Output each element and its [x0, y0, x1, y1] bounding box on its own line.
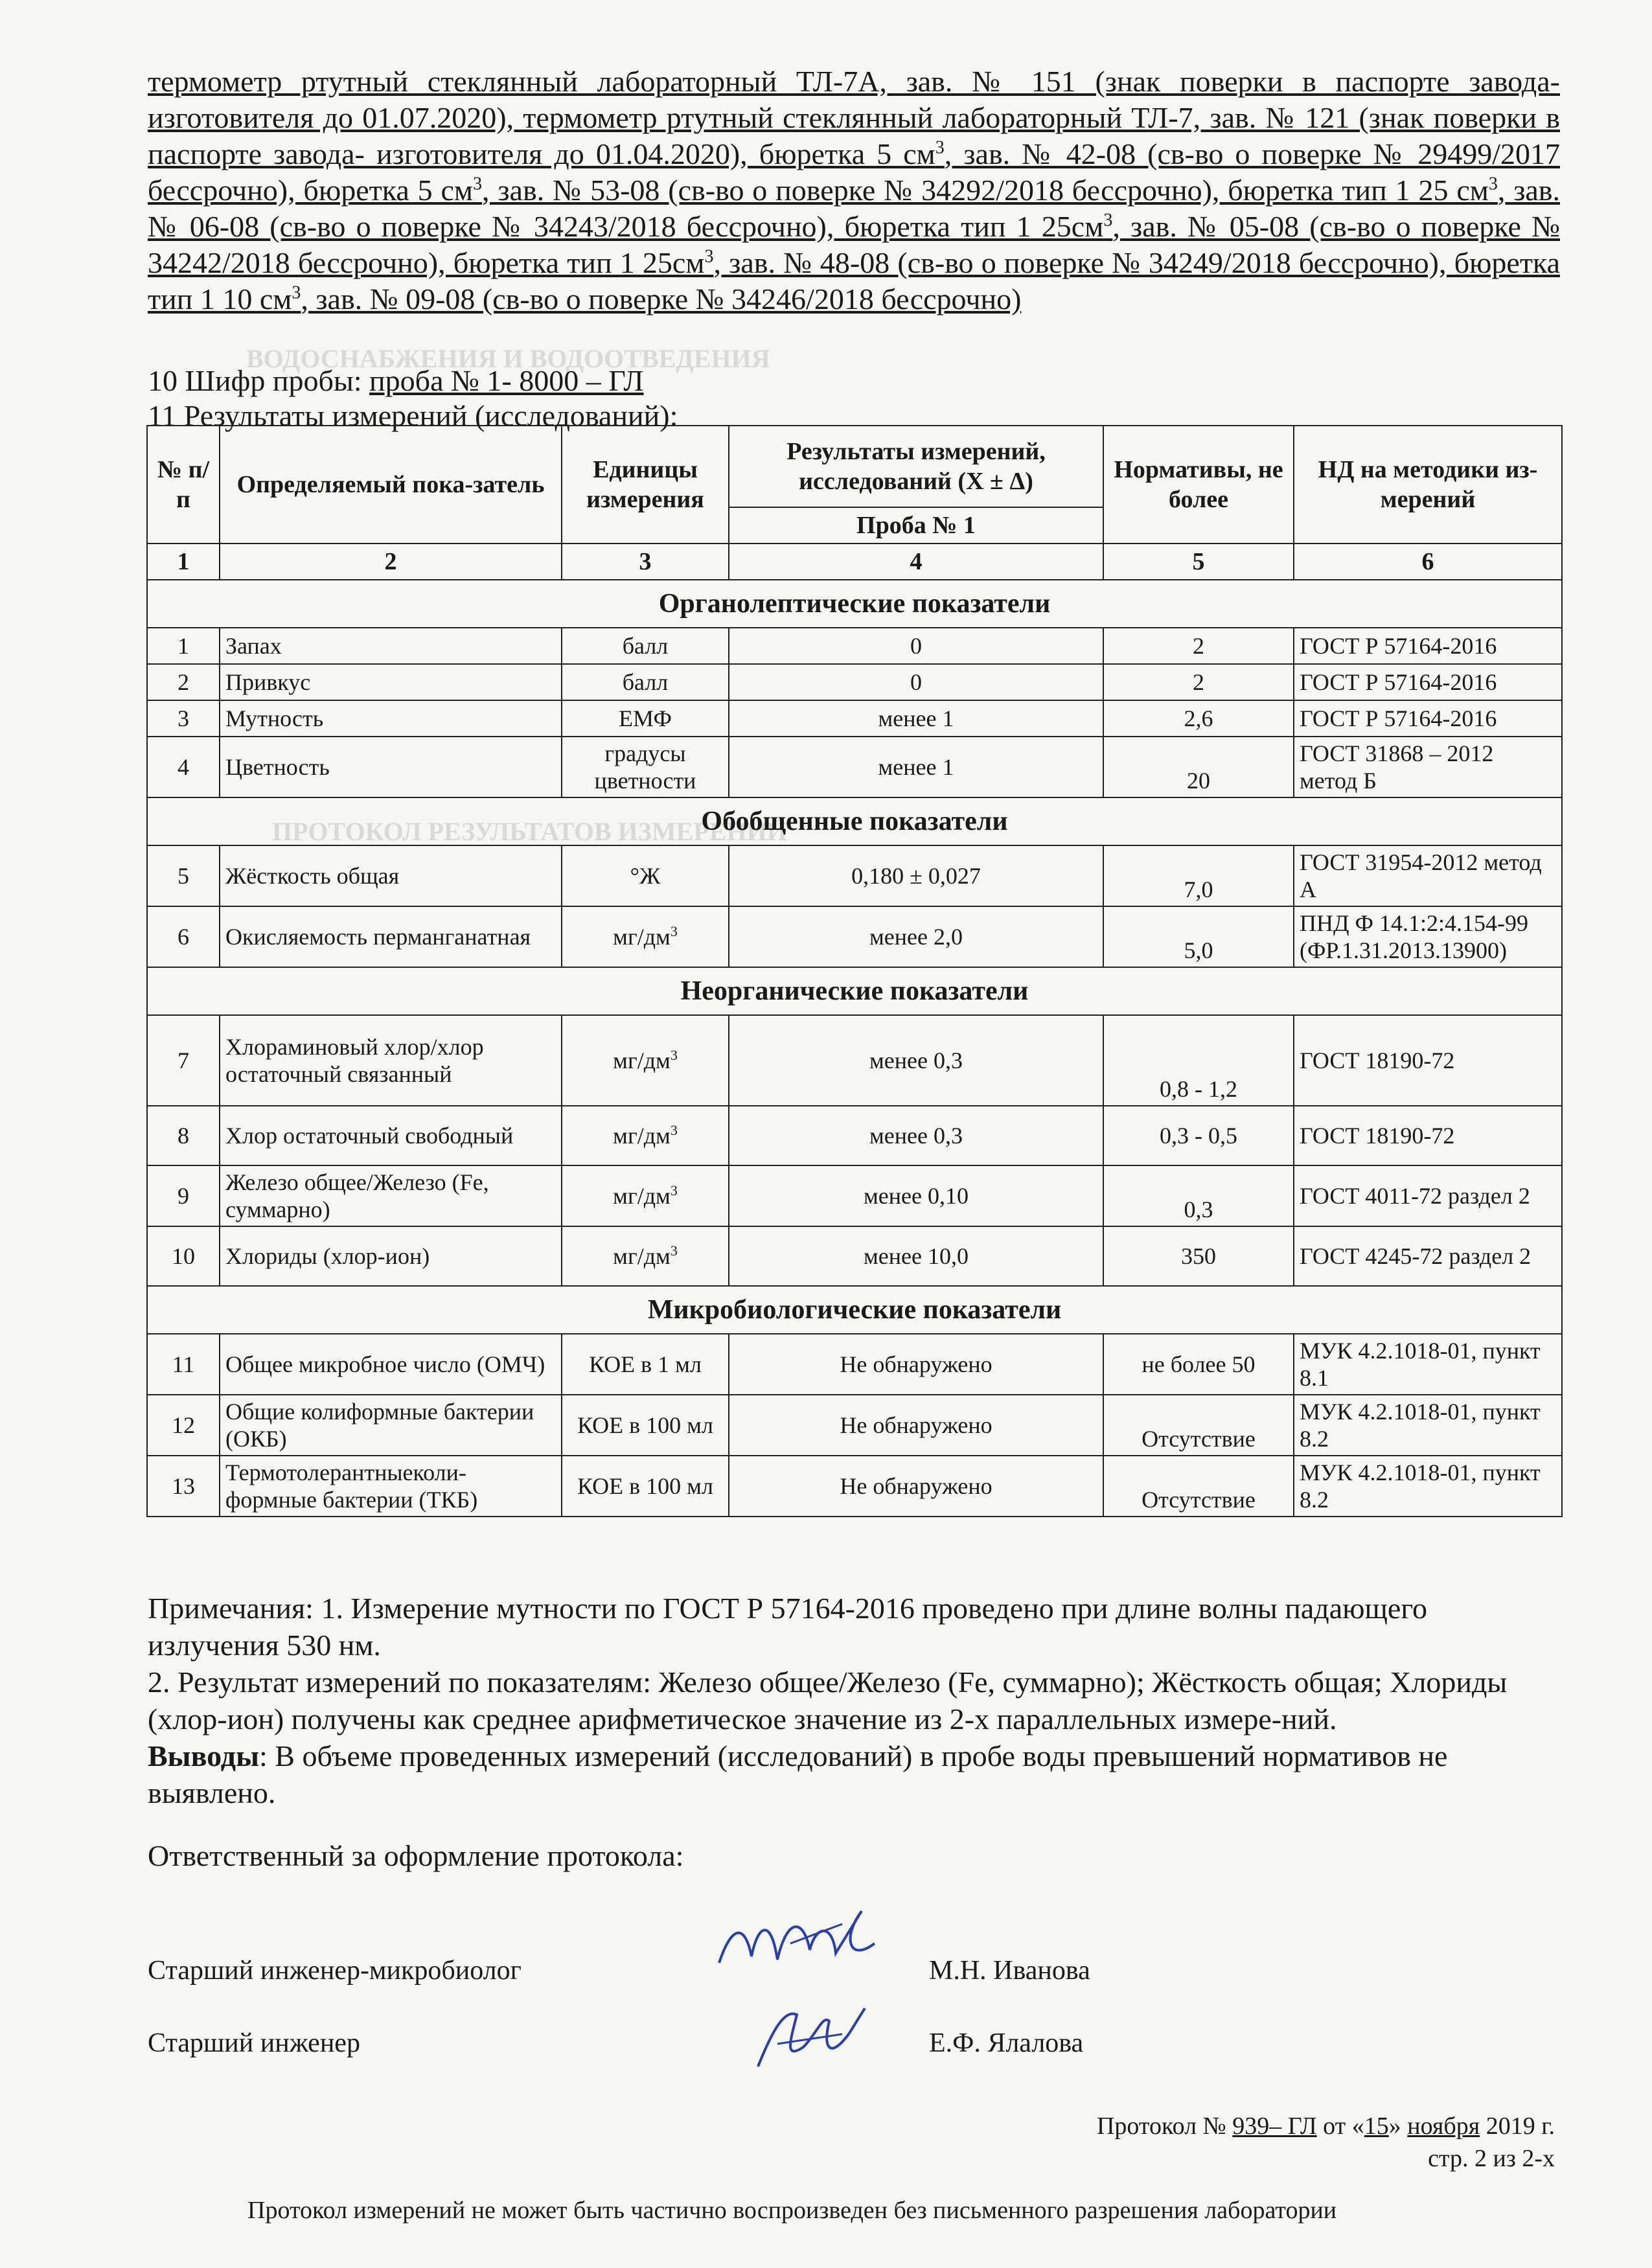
responsible-line: Ответственный за оформление протокола: [148, 1839, 684, 1872]
section-title: Неорганические показатели [147, 967, 1562, 1015]
unit [562, 628, 729, 664]
result-value: Не обнаружено [729, 1395, 1103, 1456]
table-row [147, 1456, 1562, 1517]
conclusion-label: Выводы [148, 1739, 259, 1772]
table-row [147, 664, 1562, 700]
unit [562, 906, 729, 967]
row-number: 9 [147, 1165, 220, 1226]
norm-value: 2 [1103, 628, 1294, 664]
indicator-name: Хлор остаточный свободный [220, 1106, 562, 1165]
row-number: 2 [147, 664, 220, 700]
row-number: 13 [147, 1456, 220, 1517]
header-units: Единицы измерения [562, 426, 729, 544]
protocol-day: 15 [1364, 2113, 1389, 2140]
unit-text: КОЕ в 1 мл [589, 1351, 702, 1377]
superscript: 3 [704, 246, 714, 267]
unit-superscript: 3 [670, 923, 678, 939]
unit-text: градусы цветности [594, 740, 696, 794]
header-norms: Нормативы, не более [1103, 426, 1294, 544]
unit-text: балл [622, 633, 669, 659]
equipment-text-segment: , зав. № 42-08 (св-во о поверке № 29499/2017 бессрочно), бюретка 5 см [148, 137, 1561, 207]
indicator-name: Общие колиформные бактерии (ОКБ) [220, 1395, 562, 1456]
table-row [147, 845, 1562, 906]
notes-block [148, 1590, 1560, 1874]
unit-superscript: 3 [670, 1047, 678, 1063]
row-number: 3 [147, 700, 220, 737]
indicator-name: Общее микробное число (ОМЧ) [220, 1334, 562, 1395]
unit-text: КОЕ в 100 мл [577, 1473, 713, 1499]
table-row [147, 1106, 1562, 1165]
results-heading-label: 11 Результаты измерений (исследований): [148, 399, 678, 432]
colnum: 3 [562, 544, 729, 580]
method-ref: ГОСТ Р 57164-2016 [1294, 700, 1562, 737]
signature-ivanova [713, 1898, 894, 1989]
row-number: 1 [147, 628, 220, 664]
unit [562, 1226, 729, 1286]
note-2: 2. Результат измерений по показателям: Железо общее/Железо (Fe, суммарно); Жёсткость общая; Хлориды (хлор-ион) получены как среднее арифметическое значение из 2-х параллельных измере-ний. [148, 1666, 1508, 1735]
equipment-text-segment: , зав. № 48-08 (св-во о поверке № 34249/2018 бессрочно), бюретка тип 1 10 см [148, 246, 1560, 315]
unit-superscript: 3 [670, 1243, 678, 1259]
table-row [147, 1015, 1562, 1106]
page-number: стр. 2 из 2-х [1428, 2145, 1555, 2172]
method-ref: ГОСТ 4011-72 раздел 2 [1294, 1165, 1562, 1226]
colnum: 5 [1103, 544, 1294, 580]
equipment-list [148, 63, 1560, 317]
protocol-close: » [1388, 2113, 1408, 2140]
indicator-name: Мутность [220, 700, 562, 737]
table-row [147, 1165, 1562, 1226]
indicator-name: Хлораминовый хлор/хлор остаточный связанный [220, 1015, 562, 1106]
method-ref: МУК 4.2.1018-01, пункт 8.1 [1294, 1334, 1562, 1395]
norm-value: Отсутствие [1103, 1395, 1294, 1456]
result-value: 0 [729, 628, 1103, 664]
indicator-name: Термотолерантныеколи-формные бактерии (ТКБ) [220, 1456, 562, 1517]
protocol-prefix: Протокол № [1096, 2113, 1233, 2140]
unit-text: мг/дм [613, 1183, 671, 1209]
row-number: 5 [147, 845, 220, 906]
unit [562, 700, 729, 737]
norm-value: 5,0 [1103, 906, 1294, 967]
row-number: 8 [147, 1106, 220, 1165]
table-row [147, 1334, 1562, 1395]
result-value: менее 0,10 [729, 1165, 1103, 1226]
superscript: 3 [292, 282, 301, 303]
header-num: № п/п [147, 426, 220, 544]
unit-text: балл [622, 669, 669, 695]
colnum: 6 [1294, 544, 1562, 580]
norm-value: Отсутствие [1103, 1456, 1294, 1517]
unit [562, 664, 729, 700]
protocol-month: ноября [1407, 2113, 1480, 2140]
norm-value: 2,6 [1103, 700, 1294, 737]
equipment-text-segment: , зав. № 09-08 (св-во о поверке № 34246/2018 бессрочно) [301, 282, 1022, 315]
unit [562, 1165, 729, 1226]
sample-code-value: проба № 1- 8000 – ГЛ [369, 364, 644, 397]
method-ref: МУК 4.2.1018-01, пункт 8.2 [1294, 1456, 1562, 1517]
indicator-name: Жёсткость общая [220, 845, 562, 906]
unit-text: °Ж [630, 863, 661, 889]
norm-value: 0,8 - 1,2 [1103, 1015, 1294, 1106]
superscript: 3 [1103, 210, 1113, 231]
result-value: менее 1 [729, 700, 1103, 737]
result-value: Не обнаружено [729, 1334, 1103, 1395]
method-ref: ГОСТ 31954-2012 метод А [1294, 845, 1562, 906]
unit-text: КОЕ в 100 мл [577, 1412, 713, 1438]
show-through-text: ПРОТОКОЛ РЕЗУЛЬТАТОВ ИЗМЕРЕНИЙ [272, 817, 787, 846]
sample-code-line [148, 363, 644, 399]
row-number: 10 [147, 1226, 220, 1286]
section-title: Органолептические показатели [147, 580, 1562, 628]
method-ref: ГОСТ Р 57164-2016 [1294, 664, 1562, 700]
equipment-text-segment: термометр ртутный стеклянный лабораторный ТЛ-7А, зав. № 151 (знак поверки в паспорте завода-изготовителя до 01.07.2020), термометр ртутный стеклянный лабораторный ТЛ-7, зав. № 121 (знак поверки в паспорте завода- изготовителя до 01.04.2020), бюретка 5 см [148, 65, 1560, 170]
method-ref: ГОСТ 18190-72 [1294, 1106, 1562, 1165]
equipment-text-segment: , зав. № 53-08 (св-во о поверке № 34292/2018 бессрочно), бюретка тип 1 25 см [482, 174, 1489, 207]
conclusion [148, 1737, 1560, 1811]
superscript: 3 [935, 137, 945, 158]
method-ref: МУК 4.2.1018-01, пункт 8.2 [1294, 1395, 1562, 1456]
signer-role-2: Старший инженер [148, 2028, 360, 2058]
method-ref: ГОСТ 4245-72 раздел 2 [1294, 1226, 1562, 1286]
unit-text: мг/дм [613, 924, 671, 950]
result-value: менее 1 [729, 737, 1103, 797]
norm-value: 0,3 - 0,5 [1103, 1106, 1294, 1165]
method-ref: ПНД Ф 14.1:2:4.154-99 (ФР.1.31.2013.13900) [1294, 906, 1562, 967]
colnum: 1 [147, 544, 220, 580]
signer-role-1: Старший инженер-микробиолог [148, 1956, 522, 1986]
unit [562, 737, 729, 797]
table-row [147, 1395, 1562, 1456]
equipment-text-segment: , зав. № 05-08 (св-во о поверке № 34242/2018 бессрочно), бюретка тип 1 25см [148, 210, 1560, 279]
unit-text: мг/дм [613, 1243, 671, 1269]
result-value: менее 2,0 [729, 906, 1103, 967]
table-row [147, 737, 1562, 797]
table-row [147, 906, 1562, 967]
method-ref: ГОСТ Р 57164-2016 [1294, 628, 1562, 664]
result-value: менее 10,0 [729, 1226, 1103, 1286]
equipment-text [148, 65, 1560, 315]
header-method: НД на методики из-мерений [1294, 426, 1562, 544]
norm-value: 350 [1103, 1226, 1294, 1286]
signer-name-1: М.Н. Иванова [929, 1956, 1090, 1986]
row-number: 7 [147, 1015, 220, 1106]
unit-text: мг/дм [613, 1123, 671, 1149]
signature-yalalova [745, 1995, 875, 2079]
indicator-name: Привкус [220, 664, 562, 700]
indicator-name: Окисляемость перманганатная [220, 906, 562, 967]
sample-code-label: 10 Шифр пробы: [148, 364, 370, 397]
protocol-year: 2019 г. [1480, 2113, 1555, 2140]
conclusion-text: : В объеме проведенных измерений (исследований) в пробе воды превышений нормативов не выявлено. [148, 1739, 1448, 1809]
result-value: менее 0,3 [729, 1106, 1103, 1165]
signer-name-2: Е.Ф. Ялалова [929, 2028, 1084, 2058]
header-results: Результаты измерений, исследований (Х ± Δ) [729, 426, 1103, 507]
superscript: 3 [1488, 174, 1498, 194]
row-number: 4 [147, 737, 220, 797]
result-value: Не обнаружено [729, 1456, 1103, 1517]
unit [562, 1395, 729, 1456]
protocol-reference [1097, 2112, 1555, 2140]
header-indicator: Определяемый пока-затель [220, 426, 562, 544]
table-row [147, 700, 1562, 737]
unit [562, 1015, 729, 1106]
indicator-name: Железо общее/Железо (Fe, суммарно) [220, 1165, 562, 1226]
protocol-number: 939– ГЛ [1232, 2113, 1317, 2140]
row-number: 12 [147, 1395, 220, 1456]
result-value: менее 0,3 [729, 1015, 1103, 1106]
show-through-text: ВОДОСНАБЖЕНИЯ И ВОДООТВЕДЕНИЯ [246, 344, 770, 373]
indicator-name: Запах [220, 628, 562, 664]
indicator-name: Цветность [220, 737, 562, 797]
table-row [147, 1226, 1562, 1286]
unit [562, 845, 729, 906]
colnum: 4 [729, 544, 1103, 580]
section-title: Микробиологические показатели [147, 1286, 1562, 1334]
norm-value: 2 [1103, 664, 1294, 700]
note-1: Примечания: 1. Измерение мутности по ГОСТ Р 57164-2016 проведено при длине волны падающего излучения 530 нм. [148, 1592, 1428, 1662]
indicator-name: Хлориды (хлор-ион) [220, 1226, 562, 1286]
unit-superscript: 3 [670, 1122, 678, 1138]
norm-value: 20 [1103, 737, 1294, 797]
unit [562, 1106, 729, 1165]
norm-value: 0,3 [1103, 1165, 1294, 1226]
table-row [147, 628, 1562, 664]
unit-superscript: 3 [670, 1182, 678, 1198]
header-sample: Проба № 1 [729, 507, 1103, 544]
results-table [146, 425, 1563, 1517]
method-ref: ГОСТ 18190-72 [1294, 1015, 1562, 1106]
norm-value: не более 50 [1103, 1334, 1294, 1395]
protocol-from: от « [1316, 2113, 1364, 2140]
unit-text: ЕМФ [619, 705, 672, 731]
unit [562, 1456, 729, 1517]
equipment-text-segment: , зав. № 06-08 (св-во о поверке № 34243/2018 бессрочно), бюретка тип 1 25см [148, 174, 1560, 243]
unit [562, 1334, 729, 1395]
method-ref: ГОСТ 31868 – 2012 метод Б [1294, 737, 1562, 797]
row-number: 6 [147, 906, 220, 967]
row-number: 11 [147, 1334, 220, 1395]
unit-text: мг/дм [613, 1048, 671, 1073]
result-value: 0 [729, 664, 1103, 700]
superscript: 3 [473, 174, 483, 194]
colnum: 2 [220, 544, 562, 580]
disclaimer: Протокол измерений не может быть частично воспроизведен без письменного разрешения лаборатории [247, 2197, 1337, 2224]
section-title: Обобщенные показатели [147, 797, 1562, 845]
result-value: 0,180 ± 0,027 [729, 845, 1103, 906]
norm-value: 7,0 [1103, 845, 1294, 906]
